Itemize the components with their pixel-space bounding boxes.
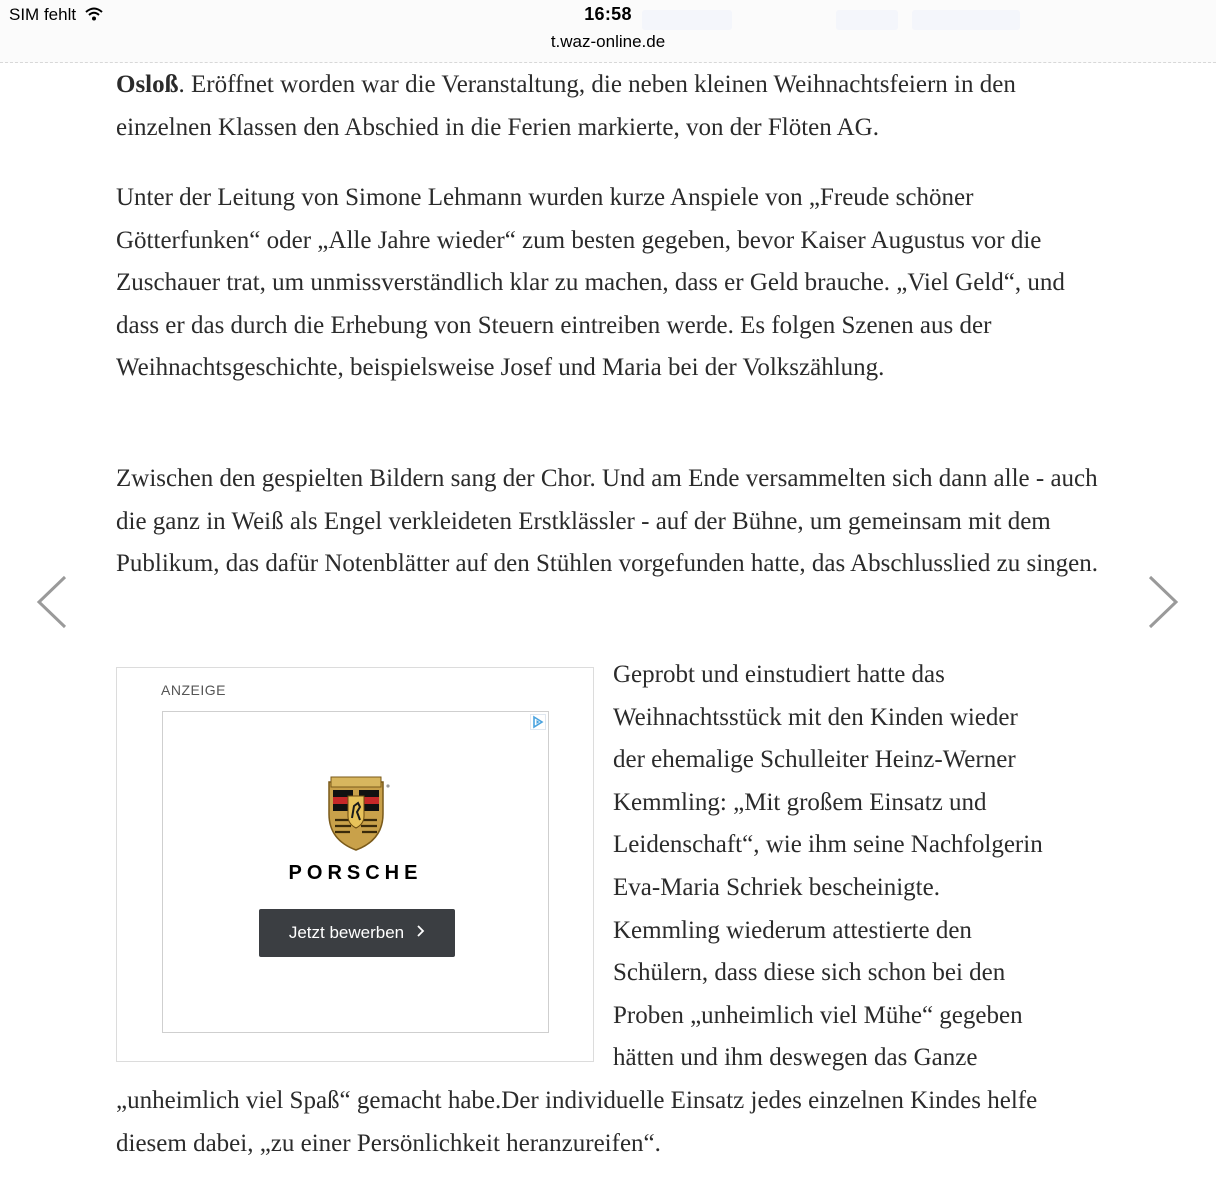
status-bar	[0, 0, 1216, 63]
paragraph-4-wrapped-column	[613, 654, 1113, 1080]
clock: 16:58	[584, 4, 632, 24]
paragraph-line: Kemmling wiederum attestierte den	[613, 916, 972, 944]
paragraph-line: Kemmling: „Mit großem Einsatz und	[613, 788, 987, 816]
paragraph-line: Schülern, dass diese sich schon bei den	[613, 959, 1006, 987]
address-url[interactable]: t.waz-online.de	[550, 32, 666, 51]
paragraph-line: Leidenschaft“, wie ihm seine Nachfolgerin	[613, 831, 1043, 859]
ad-choices-icon[interactable]	[530, 714, 546, 730]
next-page-button[interactable]	[1142, 572, 1182, 632]
paragraph-line: hätten und ihm deswegen das Ganze	[613, 1044, 978, 1072]
chevron-right-icon	[1142, 619, 1182, 636]
apply-now-button[interactable]	[259, 909, 455, 957]
article-paragraph-1	[116, 64, 1106, 149]
carrier-label: SIM fehlt	[9, 5, 77, 24]
paragraph-line: Eva-Maria Schriek bescheinigte.	[613, 873, 940, 901]
paragraph-line: der ehemalige Schulleiter Heinz-Werner	[613, 746, 1016, 774]
article-paragraph-2: Unter der Leitung von Simone Lehmann wurden kurze Anspiele von „Freude schöner Götterfunken“ oder „Alle Jahre wieder“ zum besten gegeben, bevor Kaiser Augustus vor die Zuschauer trat, um unmissverständlich klar zu machen, dass er Geld brauche. „Viel Geld“, und dass er das durch die Erhebung von Steuern eintreiben werde. Es folgen Szenen aus der Weihnachtsgeschichte, beispielsweise Josef und Maria bei der Volkszählung.	[116, 184, 1065, 382]
ad-brand-logo: PORSCHE	[288, 862, 423, 884]
ad-banner[interactable]	[162, 711, 549, 1033]
dateline: Osloß	[116, 71, 179, 98]
advertisement-box	[116, 667, 594, 1062]
paragraph-line: Proben „unheimlich viel Mühe“ gegeben	[613, 1001, 1023, 1029]
paragraph-line: Geprobt und einstudiert hatte das	[613, 661, 945, 688]
article-paragraph-3: Zwischen den gespielten Bildern sang der Chor. Und am Ende versammelten sich dann alle - auch die ganz in Weiß als Engel verkleideten Erstklässler - auf der Bühne, um gemeinsam mit dem Publikum, das dafür Notenblätter auf den Stühlen vorgefunden hatte, das Abschlusslied zu singen.	[116, 465, 1098, 578]
chevron-left-icon	[33, 619, 73, 636]
previous-page-button[interactable]	[33, 572, 73, 632]
paragraph-line: Weihnachtsstück mit den Kinden wieder	[613, 703, 1018, 731]
paragraph-1-text: . Eröffnet worden war die Veranstaltung, die neben kleinen Weihnachtsfeiern in den einzelnen Klassen den Abschied in die Ferien markierte, von der Flöten AG.	[116, 71, 1016, 141]
porsche-crest-icon	[326, 776, 390, 859]
apply-now-label: Jetzt bewerben	[288, 923, 405, 942]
chevron-right-small-icon	[416, 923, 425, 943]
ad-label: ANZEIGE	[161, 682, 226, 698]
paragraph-4-continuation: „unheimlich viel Spaß“ gemacht habe.Der individuelle Einsatz jedes einzelnen Kindes helfe diesem dabei, „zu einer Persönlichkeit heranzureifen“.	[116, 1087, 1038, 1157]
